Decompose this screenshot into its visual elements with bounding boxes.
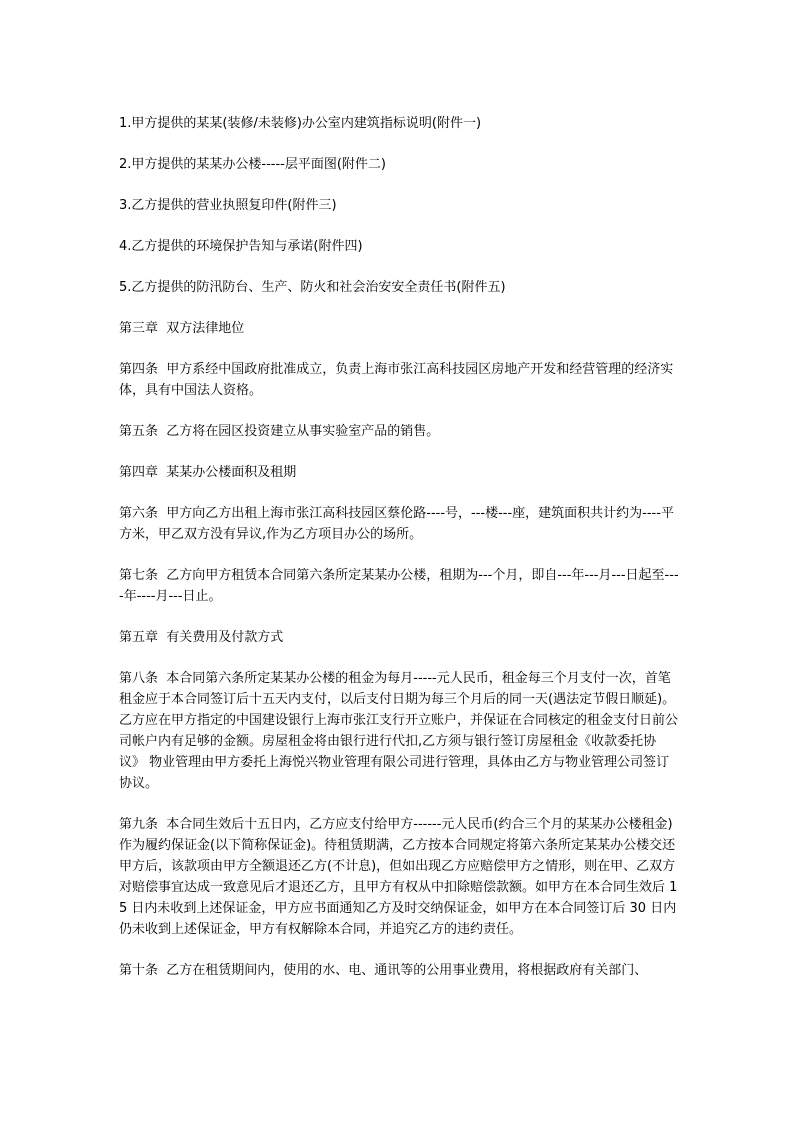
list-item-attachment-1: 1.甲方提供的某某(装修/未装修)办公室内建筑指标说明(附件一) xyxy=(119,116,482,131)
list-item-attachment-2: 2.甲方提供的某某办公楼-----层平面图(附件二) xyxy=(119,157,387,172)
chapter-heading-5: 第五章 有关费用及付款方式 xyxy=(119,630,284,645)
article-6: 第六条 甲方向乙方出租上海市张江高科技园区蔡伦路----号，---楼---座，建筑面积共计约为----平方米，甲乙双方没有异议,作为乙方项目办公的场所。 xyxy=(119,506,674,542)
article-5: 第五条 乙方将在园区投资建立从事实验室产品的销售。 xyxy=(119,424,440,439)
article-8: 第八条 本合同第六条所定某某办公楼的租金为每月-----元人民币，租金每三个月支付一次，首笔租金应于本合同签订后十五天内支付，以后支付日期为每三个月后的同一天(遇法定节假日顺延)。乙方应在甲方指定的中国建设银行上海市张江支行开立账户，并保证在合同核定的租金支付日前公司帐户内有足够的金额。房屋租金将由银行进行代扣,乙方须与银行签订房屋租金《收款委托协议》 物业管理由甲方委托上海悦兴物业管理有限公司进行管理，具体由乙方与物业管理公司签订协议。 xyxy=(119,671,679,791)
article-4: 第四条 甲方系经中国政府批准成立，负责上海市张江高科技园区房地产开发和经营管理的经济实体，具有中国法人资格。 xyxy=(119,362,674,398)
chapter-heading-3: 第三章 双方法律地位 xyxy=(119,321,245,336)
list-item-attachment-5: 5.乙方提供的防汛防台、生产、防火和社会治安安全责任书(附件五) xyxy=(119,280,506,295)
chapter-heading-4: 第四章 某某办公楼面积及租期 xyxy=(119,465,297,480)
article-10: 第十条 乙方在租赁期间内，使用的水、电、通讯等的公用事业费用，将根据政府有关部门、 xyxy=(119,963,648,978)
list-item-attachment-4: 4.乙方提供的环境保护告知与承诺(附件四) xyxy=(119,239,363,254)
list-item-attachment-3: 3.乙方提供的营业执照复印件(附件三) xyxy=(119,198,337,213)
article-9: 第九条 本合同生效后十五日内，乙方应支付给甲方------元人民币(约合三个月的某某办公楼租金)作为履约保证金(以下简称保证金)。待租赁期满，乙方按本合同规定将第六条所定某某办公楼交还甲方后，该款项由甲方全额退还乙方(不计息)，但如出现乙方应赔偿甲方之情形，则在甲、乙双方对赔偿事宜达成一致意见后才退还乙方，且甲方有权从中扣除赔偿款额。如甲方在本合同生效后 15 日内未收到上述保证金，甲方应书面通知乙方及时交纳保证金，如甲方在本合同签订后 30 日内仍未收到上述保证金，甲方有权解除本合同，并追究乙方的违约责任。 xyxy=(119,817,678,937)
article-7: 第七条 乙方向甲方租赁本合同第六条所定某某办公楼，租期为---个月，即自---年---月---日起至----年----月---日止。 xyxy=(119,568,679,604)
document-body xyxy=(119,113,679,1001)
